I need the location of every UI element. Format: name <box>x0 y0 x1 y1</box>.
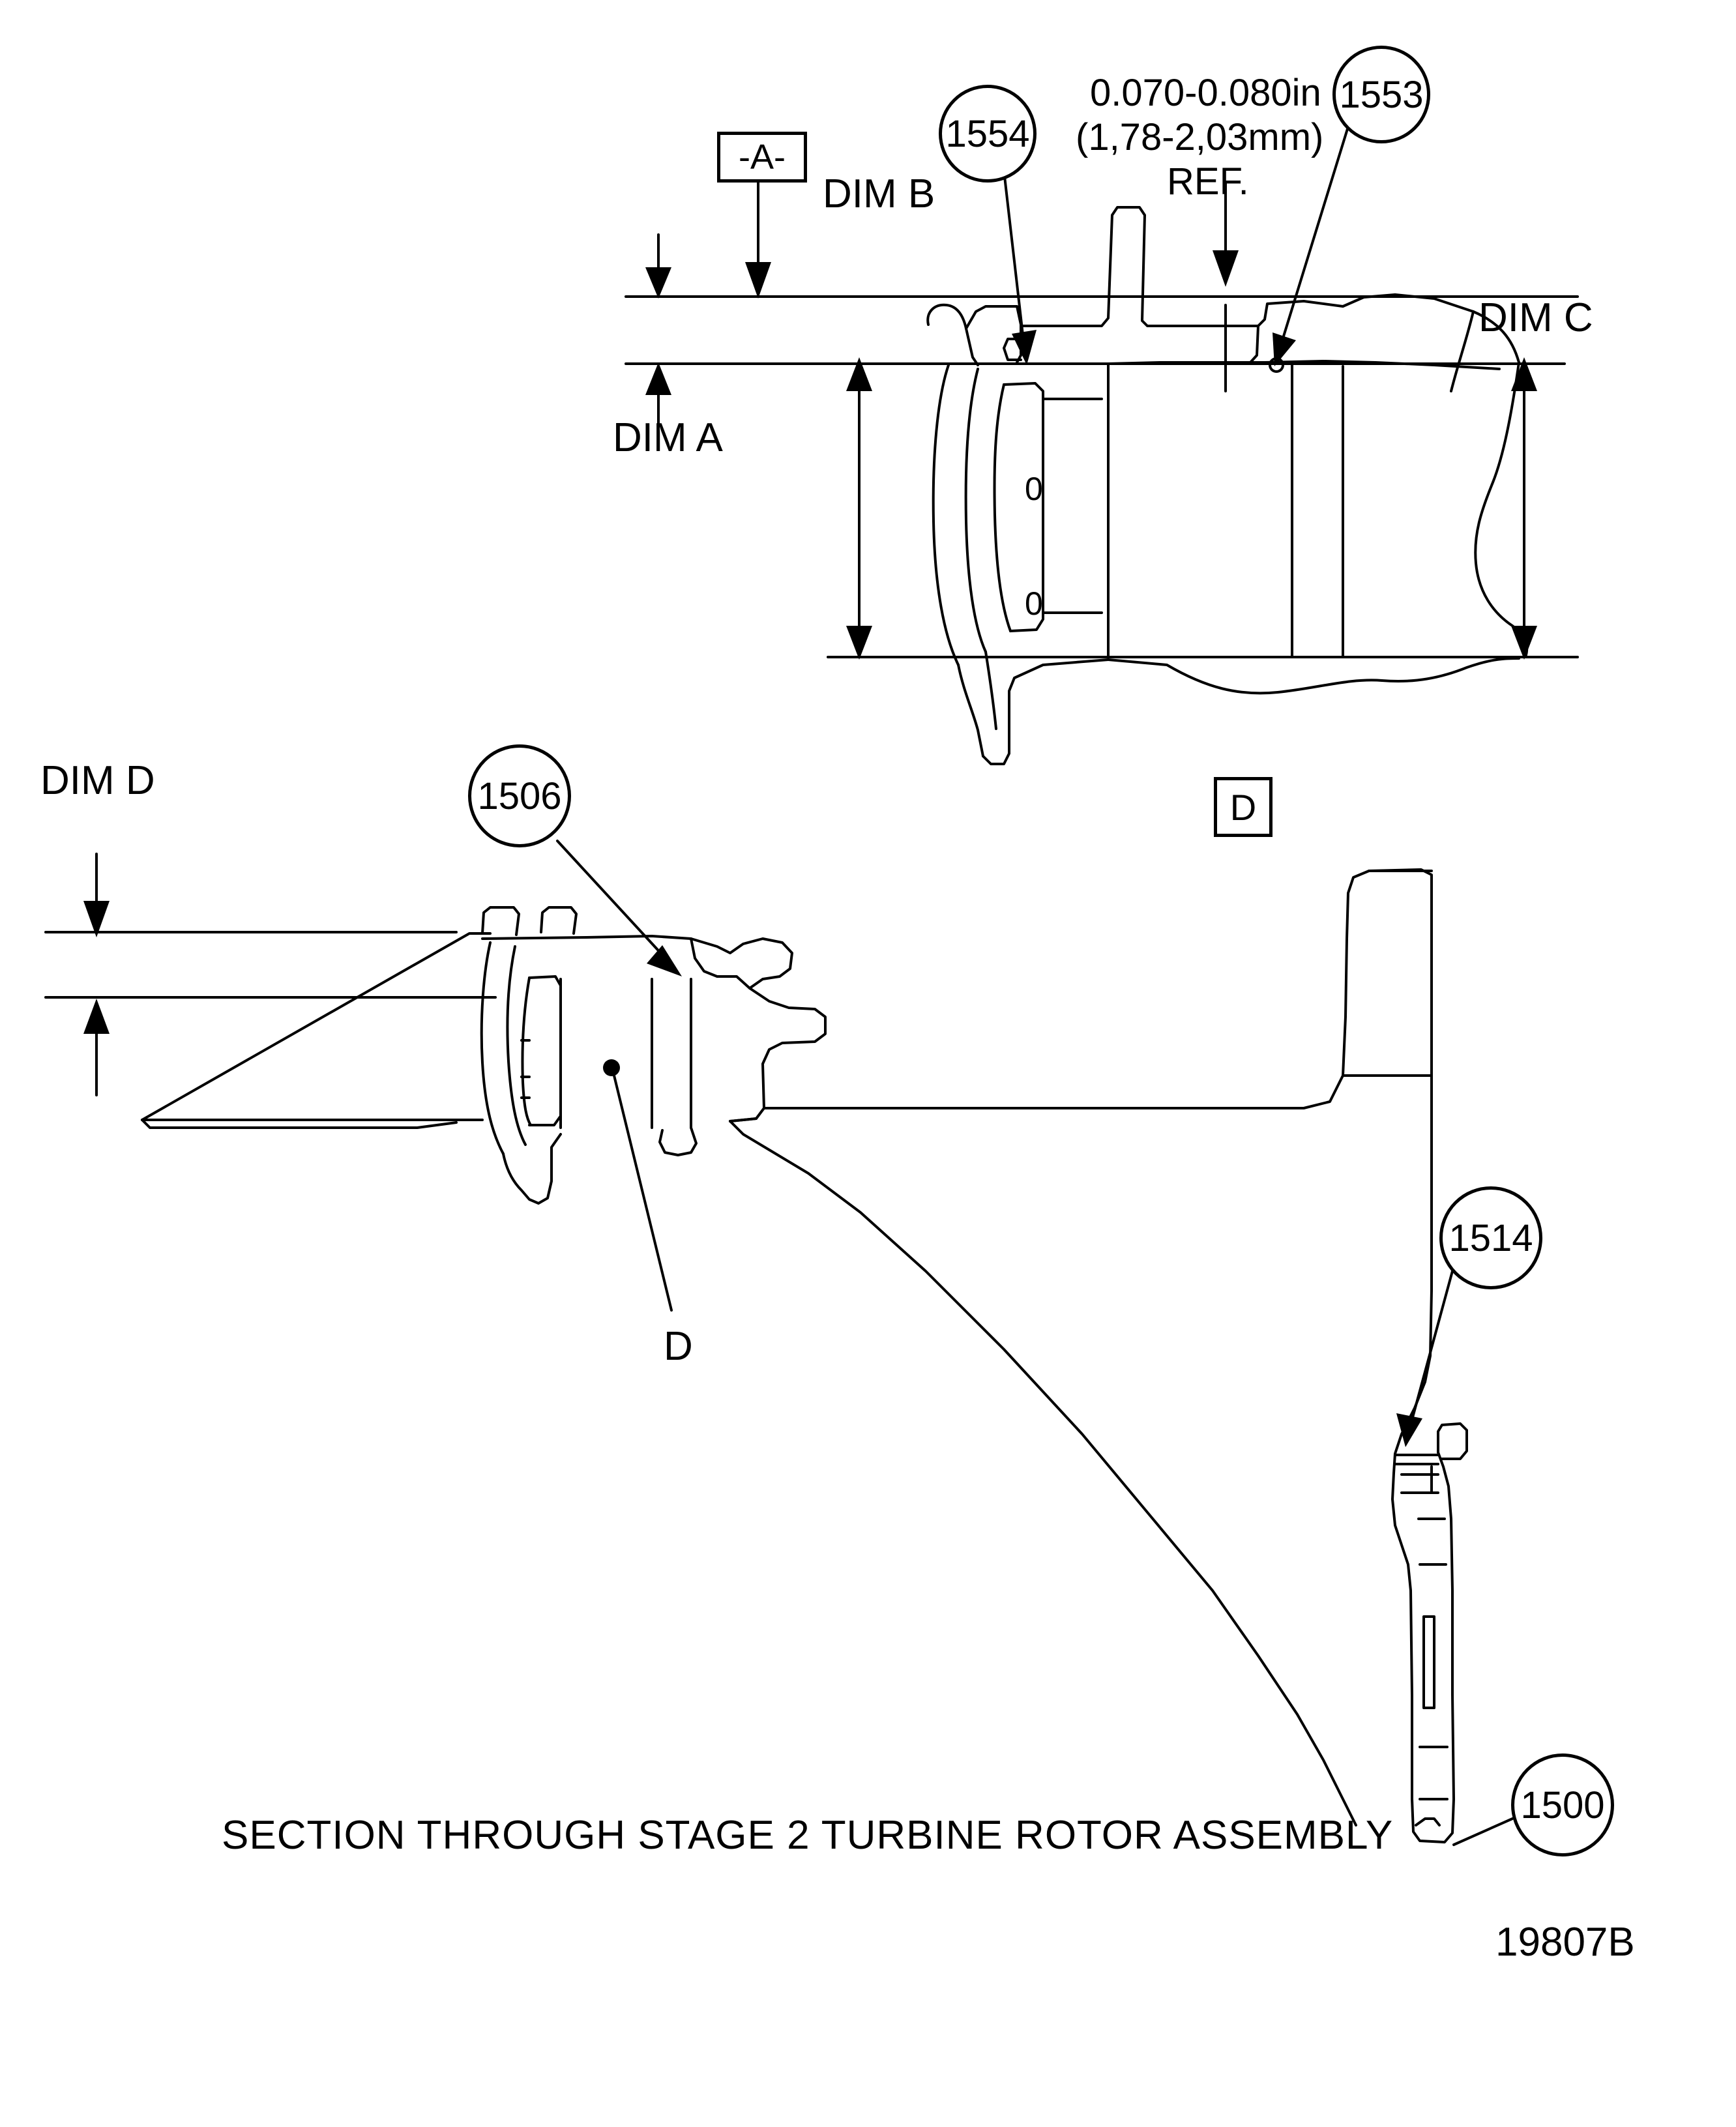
dim-a-label: DIM A <box>613 415 723 460</box>
dim-b-label: DIM B <box>823 171 935 216</box>
callout-1553-text: 1553 <box>1339 73 1424 116</box>
callout-1506[interactable] <box>468 744 571 847</box>
mark-0-upper: 0 <box>1025 471 1043 507</box>
datum-label-a <box>717 132 807 183</box>
datum-label-a-text: -A- <box>739 138 786 177</box>
dim-d-label: DIM D <box>40 758 155 803</box>
detail-view-label-d <box>1214 777 1273 837</box>
detail-upper-flange-left <box>928 305 978 365</box>
callout-1514-text: 1514 <box>1449 1216 1533 1259</box>
mark-0-lower: 0 <box>1025 585 1043 622</box>
tolerance-note-line-2: (1,78-2,03mm) <box>1076 116 1324 158</box>
callout-1554-text: 1554 <box>945 112 1030 155</box>
figure-title: SECTION THROUGH STAGE 2 TURBINE ROTOR ASSEMBLY <box>222 1813 1394 1858</box>
detail-view-marker-d: D <box>664 1324 693 1369</box>
callout-1500-text: 1500 <box>1520 1783 1605 1826</box>
callout-1554[interactable] <box>939 85 1037 183</box>
detail-view-label-d-text: D <box>1229 786 1257 828</box>
drawing-number: 19807B <box>1495 1920 1635 1965</box>
callout-1514[interactable] <box>1439 1186 1542 1289</box>
dim-c-label: DIM C <box>1479 295 1593 340</box>
tolerance-note-line-1: 0.070-0.080in <box>1090 72 1321 114</box>
callout-1553[interactable] <box>1332 46 1430 143</box>
callout-1500[interactable] <box>1511 1753 1614 1856</box>
tolerance-note-line-3: REF. <box>1167 160 1249 203</box>
callout-1506-text: 1506 <box>477 774 562 817</box>
